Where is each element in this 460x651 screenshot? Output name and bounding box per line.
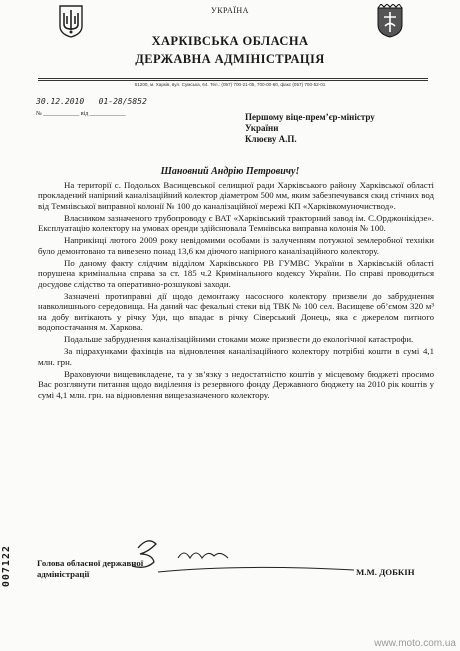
body-paragraph: Власником зазначеного трубопроводу є ВАТ «Харківський тракторний завод ім. С.Орджонікідзе». Експлуатацію колектору на умовах оренди здійснювала Темнівська виправна колонія № 100.: [38, 212, 434, 234]
organization-name-line2: ДЕРЖАВНА АДМІНІСТРАЦІЯ: [135, 52, 325, 66]
recipient-line: України: [245, 123, 279, 133]
body-paragraph: Враховуючи вищевикладене, та у зв’язку з недостатністю коштів у місцевому бюджеті просимо Вас розглянути питання щодо виділення із резервного фонду Державного бюджету на 2010 рік коштів у сумі 4,1 млн. грн. на відновлення вищезазначеного колектору.: [38, 369, 434, 400]
handwritten-outgoing-date: 30.12.2010 01-28/5852: [36, 97, 147, 106]
body-paragraph: Подальше забруднення каналізаційними стоками може призвести до екологічної катастрофи.: [64, 334, 414, 345]
organization-name-line1: ХАРКІВСЬКА ОБЛАСНА: [151, 34, 309, 48]
organization-address: 61200, м. Харків, вул. Сумська, 64. Тел.: (057) 700-21-05, 700-00-60, факс (057) 700-52-01: [134, 82, 326, 87]
salutation: Шановний Андрію Петровичу!: [160, 166, 300, 177]
registration-number: 007122: [1, 545, 12, 588]
recipient-line: Першому віце-прем’єр-міністру: [245, 112, 375, 122]
country-heading: УКРАЇНА: [211, 6, 249, 15]
body-paragraph: За підрахунками фахівців на відновлення каналізаційного колектору потрібні кошти в сумі 4,1 млн. грн.: [38, 346, 434, 367]
body-paragraph: Зазначені протиправні дії щодо демонтажу насосного колектору призвели до забруднення навколишнього середовища. На даний час фекальні стеки від ТВК № 100 сел. Васищеве об’ємом 320 м³ на добу витікають у річку Уди, що впадає в річку Сіверський Донець, яка є джерелом питного водопостачання м. Харкова.: [38, 290, 434, 332]
recipient-block: [245, 112, 375, 145]
reference-line: № ____________ від ____________: [36, 111, 126, 117]
handwritten-signature: [118, 528, 358, 578]
body-paragraph: На території с. Подольох Васищевської селищної ради Харківського району Харківської області прокладений напірний каналізаційний колектор діаметром 500 мм, яким забезпечувався скид стічних вод від Темнівської виправної колонії № 100 до каналізаційної мережі КП «Харківкомуночиствод».: [38, 180, 434, 211]
header-divider: [38, 80, 428, 81]
body-paragraph: Наприкінці лютого 2009 року невідомими особами із залученням потужної землеробної техніки було демонтовано та вивезено понад 13,6 км діючого напірного каналізаційного колектору.: [38, 235, 434, 256]
recipient-line: Клюєву А.П.: [245, 134, 297, 144]
header-divider: [38, 78, 428, 79]
signatory-title: Голова обласної державної адміністрації: [37, 558, 144, 579]
body-paragraph: По даному факту слідчим відділом Харківського РВ ГУМВС України в Харківській області порушена кримінальна справа за ст. 185 ч.2 Кримінального кодексу України. По справі проводиться досудове слідство та оперативно-розшукові заходи.: [38, 258, 434, 289]
signatory-name: М.М. ДОБКІН: [356, 567, 415, 577]
letter-body: [38, 180, 434, 402]
watermark: www.moto.com.ua: [374, 638, 456, 649]
